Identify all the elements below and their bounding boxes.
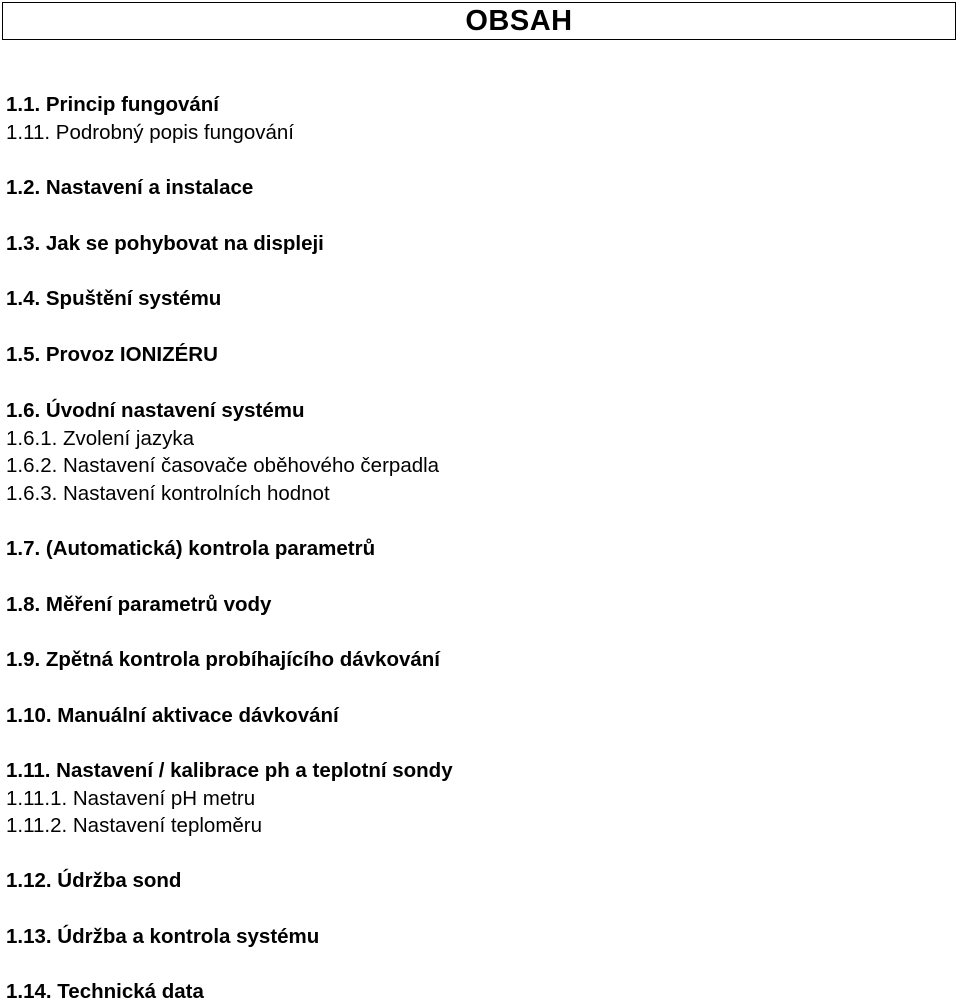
toc-entry-1-14: 1.14. Technická data	[6, 980, 204, 1003]
toc-entry-1-11-1: 1.11.1. Nastavení pH metru	[6, 787, 256, 810]
toc-entry-1-11-calibration: 1.11. Nastavení / kalibrace ph a teplotní sondy	[6, 759, 453, 782]
title-box	[2, 2, 956, 40]
page-title: OBSAH	[465, 4, 573, 37]
toc-entry-1-5: 1.5. Provoz IONIZÉRU	[6, 343, 218, 366]
toc-entry-1-9: 1.9. Zpětná kontrola probíhajícího dávkování	[6, 648, 441, 671]
toc-entry-1-1: 1.1. Princip fungování	[6, 93, 220, 116]
toc-entry-1-4: 1.4. Spuštění systému	[6, 287, 222, 310]
toc-entry-1-6-3: 1.6.3. Nastavení kontrolních hodnot	[6, 482, 330, 505]
toc-entry-1-10: 1.10. Manuální aktivace dávkování	[6, 704, 339, 727]
toc-entry-1-7: 1.7. (Automatická) kontrola parametrů	[6, 537, 376, 560]
toc-entry-1-6-1: 1.6.1. Zvolení jazyka	[6, 427, 195, 450]
toc-entry-1-11: 1.11. Podrobný popis fungování	[6, 121, 294, 144]
toc-entry-1-3: 1.3. Jak se pohybovat na displeji	[6, 232, 324, 255]
toc-entry-1-13: 1.13. Údržba a kontrola systému	[6, 925, 320, 948]
toc-entry-1-12: 1.12. Údržba sond	[6, 869, 182, 892]
toc-entry-1-8: 1.8. Měření parametrů vody	[6, 593, 272, 616]
toc-entry-1-6: 1.6. Úvodní nastavení systému	[6, 399, 305, 422]
toc-entry-1-2: 1.2. Nastavení a instalace	[6, 176, 254, 199]
toc-entry-1-6-2: 1.6.2. Nastavení časovače oběhového čerpadla	[6, 454, 440, 477]
toc-entry-1-11-2: 1.11.2. Nastavení teploměru	[6, 814, 263, 837]
